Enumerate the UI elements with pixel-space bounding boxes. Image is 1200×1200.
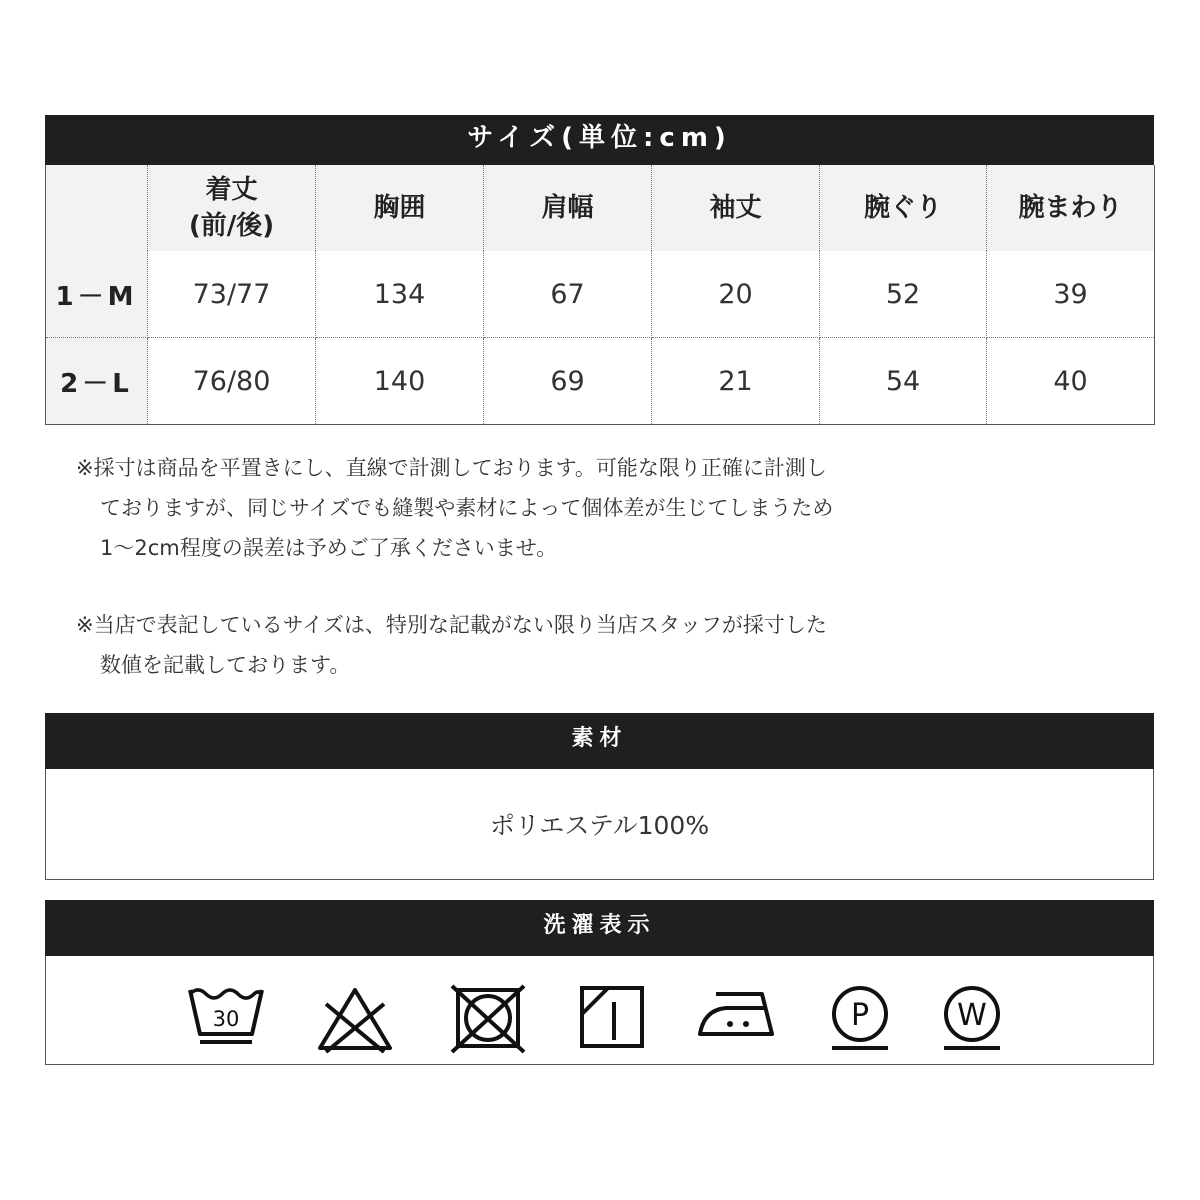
table-cell: 73/77 — [148, 251, 316, 338]
note-line: ※当店で表記しているサイズは、特別な記載がない限り当店スタッフが採寸した — [76, 613, 827, 637]
care-symbols-box — [45, 956, 1154, 1065]
column-header-shoulder: 肩幅 — [484, 165, 652, 251]
column-header-length-line2: (前/後) — [188, 211, 275, 241]
care-section-title: 洗濯表示 — [45, 900, 1154, 956]
note-line: 1～2cm程度の誤差は予めご了承くださいませ。 — [100, 536, 558, 560]
iron-medium-icon — [696, 984, 780, 1044]
size-section-title: サイズ(単位:cm) — [45, 115, 1154, 165]
measurement-note — [76, 448, 976, 568]
row-size-label: 2－L — [46, 338, 148, 425]
wash-temperature-label: 30 — [212, 1007, 240, 1031]
size-source-note — [76, 605, 976, 685]
table-cell: 134 — [316, 251, 484, 338]
table-cell: 39 — [987, 251, 1155, 338]
note-line: 数値を記載しております。 — [100, 653, 351, 677]
column-header-chest: 胸囲 — [316, 165, 484, 251]
table-row — [46, 338, 1155, 425]
material-section-title: 素材 — [45, 713, 1154, 769]
row-size-label: 1－M — [46, 251, 148, 338]
column-header-armhole: 腕ぐり — [820, 165, 987, 251]
column-header-arm-circumference: 腕まわり — [987, 165, 1155, 251]
material-box — [45, 769, 1154, 880]
wet-clean-letter: W — [957, 998, 987, 1033]
table-cell: 54 — [820, 338, 987, 425]
table-cell: 76/80 — [148, 338, 316, 425]
line-dry-shade-icon — [578, 984, 646, 1050]
column-header-length — [148, 165, 316, 251]
wet-clean-gentle-icon — [940, 984, 1004, 1054]
material-value: ポリエステル100% — [489, 811, 710, 840]
table-cell: 20 — [652, 251, 820, 338]
table-cell: 52 — [820, 251, 987, 338]
table-row — [46, 251, 1155, 338]
corner-cell — [46, 165, 148, 251]
column-header-sleeve: 袖丈 — [652, 165, 820, 251]
size-table — [45, 165, 1155, 425]
wash-30-gentle-icon — [186, 984, 266, 1050]
dry-clean-p-gentle-icon — [828, 984, 892, 1054]
size-table-header-row — [46, 165, 1155, 251]
no-bleach-icon — [314, 984, 396, 1054]
table-cell: 69 — [484, 338, 652, 425]
column-header-length-line1: 着丈 — [205, 175, 258, 205]
no-tumble-dry-icon — [450, 984, 526, 1054]
table-cell: 21 — [652, 338, 820, 425]
table-cell: 140 — [316, 338, 484, 425]
note-line: ※採寸は商品を平置きにし、直線で計測しております。可能な限り正確に計測し — [76, 456, 827, 480]
note-line: ておりますが、同じサイズでも縫製や素材によって個体差が生じてしまうため — [100, 496, 834, 520]
dry-clean-letter: P — [850, 998, 870, 1033]
table-cell: 40 — [1053, 365, 1088, 397]
table-cell: 67 — [484, 251, 652, 338]
